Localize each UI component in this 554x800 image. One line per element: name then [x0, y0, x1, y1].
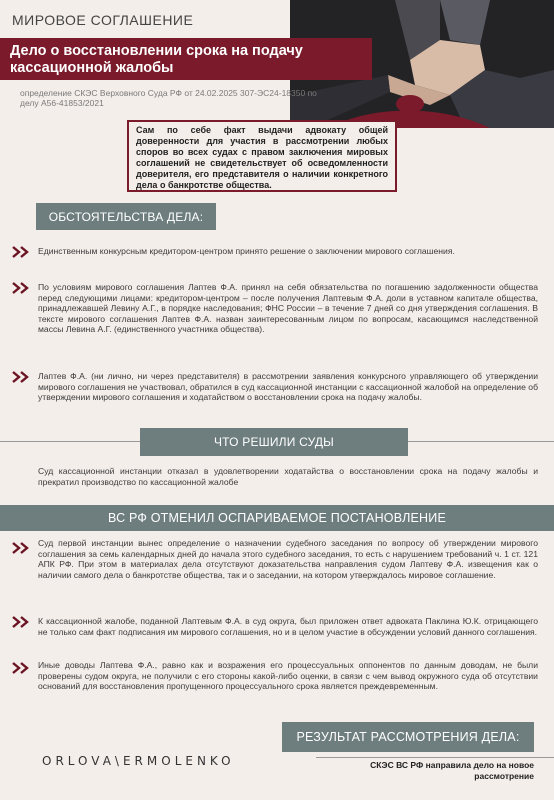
list-item: Единственным конкурсным кредитором-центром принято решение о заключении мирового соглашения. — [38, 246, 455, 256]
list-item: Иные доводы Лаптева Ф.А., равно как и возражения его процессуальных оппонентов по данным доводам, не были проверены судом округа, не получили с его стороны какой-либо оценки, в связи с чем вывод окружного суда об отсутствии оснований для восстановления пропущенного процессуального срока является преждевременным. — [38, 660, 538, 692]
divider — [316, 757, 554, 758]
kicker-label: МИРОВОЕ СОГЛАШЕНИЕ — [12, 12, 194, 28]
list-item: К кассационной жалобе, поданной Лаптевым Ф.А. в суд округа, был приложен ответ адвоката Паклина Ю.К. отрицающего не только сам факт подписания им мирового соглашения, но и в целом участие в обсуждении условий данного соглашения. — [38, 616, 538, 637]
section-supreme-court-header — [0, 505, 554, 531]
section-decision-title: ЧТО РЕШИЛИ СУДЫ — [213, 435, 335, 449]
divider — [0, 441, 140, 442]
section-decision-header — [140, 428, 408, 456]
double-chevron-right-icon — [12, 662, 32, 674]
section-result-header — [282, 722, 534, 752]
orlova-ermolenko-logo: ORLOVA\ERMOLENKO — [42, 754, 235, 768]
section-circumstances-header — [36, 203, 216, 230]
result-text: СКЭС ВС РФ направила дело на новое рассмотрение — [370, 760, 534, 781]
list-item: Суд первой инстанции вынес определение о назначении судебного заседания по вопросу об утверждении мирового соглашения за семь календарных дней до начала этого судебного заседания, то есть с нарушением требований ч. 1 ст. 121 АПК РФ. При этом в материалах дела отсутствуют доказательства направления судом Лаптеву Ф.А. извещения как о наличии самого дела о банкротстве общества, так и о заседании, на котором утверждалось мировое соглашение. — [38, 538, 538, 580]
double-chevron-right-icon — [12, 542, 32, 554]
divider — [408, 441, 554, 442]
double-chevron-right-icon — [12, 282, 32, 294]
page-title: Дело о восстановлении срока на подачу кассационной жалобы — [0, 38, 372, 80]
double-chevron-right-icon — [12, 616, 32, 628]
section-supreme-court-title: ВС РФ ОТМЕНИЛ ОСПАРИВАЕМОЕ ПОСТАНОВЛЕНИЕ — [107, 511, 447, 525]
section-result-title: РЕЗУЛЬТАТ РАССМОТРЕНИЯ ДЕЛА: — [296, 730, 520, 744]
double-chevron-right-icon — [12, 246, 32, 258]
courts-decision-text: Суд кассационной инстанции отказал в удовлетворении ходатайства о восстановлении срока на подачу жалобы и прекратил производство по кассационной жалобе — [38, 466, 538, 487]
key-conclusion-box: Сам по себе факт выдачи адвокату общей доверенности для участия в рассмотрении любых споров во всех судах с правом заключения мировых соглашений не свидетельствует об осведомленности доверителя, его представителя о наличии конкретного дела о банкротстве общества. — [127, 120, 397, 192]
list-item: Лаптев Ф.А. (ни лично, ни через представителя) в рассмотрении заявления конкурсного управляющего об утверждении мирового соглашения не участвовал, обратился в суд кассационной инстанции с кассационной жалобой на определение об утверждении мирового соглашения и ходатайством о восстановлении срока на подачу жалобы. — [38, 371, 538, 403]
double-chevron-right-icon — [12, 371, 32, 383]
case-reference: определение СКЭС Верховного Суда РФ от 24.02.2025 307-ЭС24-18350 по делу А56-41853/2021 — [20, 88, 317, 108]
list-item: По условиям мирового соглашения Лаптев Ф.А. принял на себя обязательства по погашению задолженности общества перед следующими лицами: кредитором-центром – после получения Лаптевым Ф.А. доли в уставном капитале общества, принадлежавшей Левину А.Г., в порядке наследования; ФНС России – в течение 7 дней со дня утверждения соглашения. В тексте мирового соглашения Лаптев Ф.А. назван заинтересованным лицом по вопросам, касающимся наследственной массы Левина А.Г. (единственного участника общества). — [38, 282, 538, 335]
section-circumstances-title: ОБСТОЯТЕЛЬСТВА ДЕЛА: — [48, 209, 204, 224]
